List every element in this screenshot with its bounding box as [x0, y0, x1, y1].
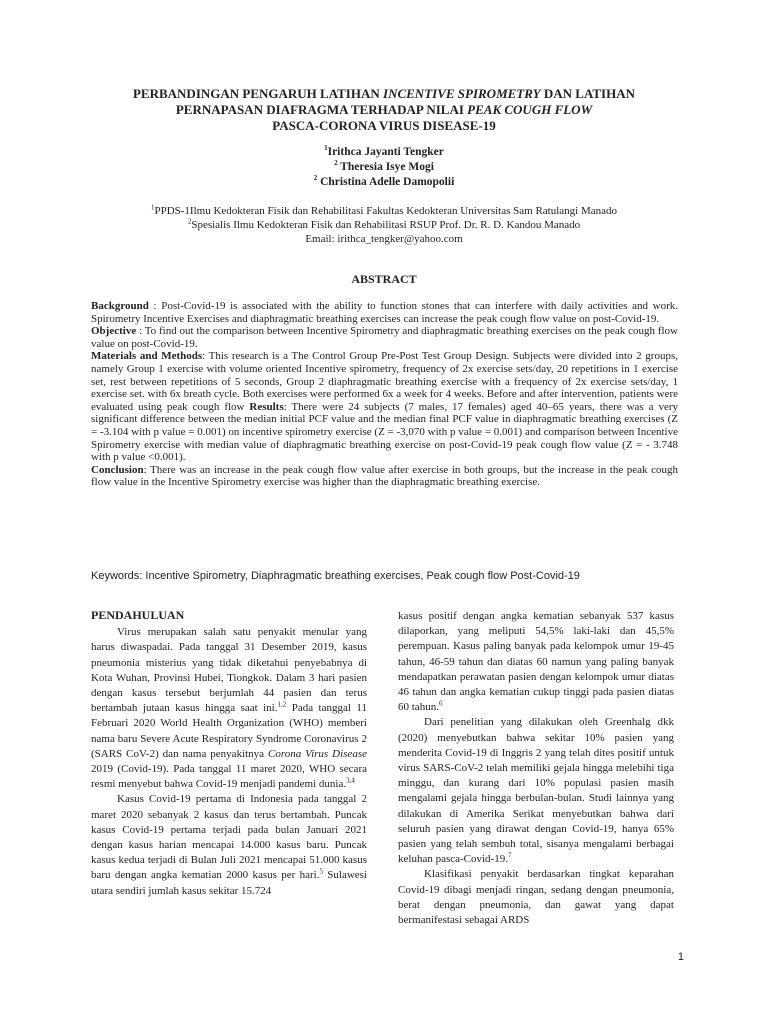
paragraph: Dari penelitian yang dilakukan oleh Greenhalg dkk (2020) menyebutkan bahwa sekitar 10% pasien yang menderita Covid-19 di Inggris 2 yang telah dites positif untuk virus SARS-CoV-2 telah memiliki gejala hingga melebihi tiga minggu, dan kurang dari 10% populasi pasien masih mengalami gejala hingga berbulan-bulan. Studi lainnya yang dilakukan di Amerika Serikat menyebutkan bahwa dari seluruh pasien yang dirawat dengan Covid-19, hanya 65% pasien yang telah sembuh total, sisanya mengalami berbagai keluhan pasca-Covid-19.$^7$	[398, 716, 674, 866]
right-column	[398, 609, 674, 928]
abstract-background: Background : Post-Covid-19 is associated with the ability to function stones that can interfere with daily activities and work. Spirometry Incentive Exercises and diaphragmatic breathing exercises can increase the peak cough flow value on post-Covid-19.	[91, 300, 678, 325]
section-heading: PENDAHULUAN	[91, 608, 185, 622]
page-number: 1	[677, 951, 684, 963]
paper-title	[60, 86, 708, 134]
author: $^1$Irithca Jayanti Tengker	[324, 144, 444, 158]
left-column	[91, 608, 367, 899]
title-line-1: PERBANDINGAN PENGARUH LATIHAN INCENTIVE SPIROMETRY DAN LATIHAN	[132, 86, 636, 101]
abstract-heading: ABSTRACT	[351, 272, 417, 286]
abstract-methods: Materials and Methods: This research is a The Control Group Pre-Post Test Group Design. Subjects were divided into 2 groups, namely Group 1 exercise with volume oriented Incentive spirometry, frequency of 2x exercise sets/day, 20 repetitions in 1 exercise set, rest between repetitions of 5 seconds, Group 2 diaphragmatic breathing exercise with a frequency of 2x exercise sets/day, 1 exercise set. with 6x breath cycle. Both exercises were performed 6x a week for 4 weeks. Before and after intervention, patients were evaluated using peak cough flow Results: There were 24 subjects (7 males, 17 females) aged 40–65 years, there was a very significant difference between the median initial PCF value and the median final PCF value in diaphragmatic breathing exercises (Z = -3.104 with p value = 0.001) on incentive spirometry exercise (Z = -3,070 with p value = 0.001) and comparison between Incentive Spirometry exercise with median value of diaphragmatic breathing exercise on post-Covid-19 peak cough flow value (Z = - 3.748 with p value <0.001).	[91, 350, 678, 464]
paragraph: Virus merupakan salah satu penyakit menular yang harus diwaspadai. Pada tanggal 31 Desember 2019, kasus pneumonia misterius yang tidak diketahui penyebabnya di Kota Wuhan, Provinsi Hubei, Tiongkok. Dalam 3 hari pasien dengan kasus tersebut berjumlah 44 pasien dan terus bertambah jutaan kasus hingga saat ini.$^{1,2}$ Pada tanggal 11 Februari 2020 World Health Organization (WHO) memberi nama baru Severe Acute Respiratory Syndrome Coronavirus 2 (SARS CoV-2) dan nama penyakitnya Corona Virus Disease 2019 (Covid-19). Pada tanggal 11 maret 2020, WHO secara resmi menyebut bahwa Covid-19 menjadi pandemi dunia.$^{3,4}$	[91, 626, 367, 791]
author: $^2$ Theresia Isye Mogi	[334, 159, 434, 173]
title-line-3: PASCA-CORONA VIRUS DISEASE-19	[272, 118, 496, 133]
abstract-body	[91, 300, 678, 489]
abstract-objective: Objective : To find out the comparison between Incentive Spirometry and diaphragmatic breathing exercises on the peak cough flow value on post-Covid-19.	[91, 325, 678, 350]
paragraph: Kasus Covid-19 pertama di Indonesia pada tanggal 2 maret 2020 sebanyak 2 kasus dan terus bertambah. Puncak kasus Covid-19 pertama terjadi pada bulan Januari 2021 dengan kasus harian mencapai 14.000 kasus baru. Puncak kasus kedua terjadi di Bulan Juli 2021 mencapai 51.000 kasus baru dengan angka kematian 2000 kasus per hari.$^5$ Sulawesi utara sendiri jumlah kasus sekitar 15.724	[91, 793, 367, 897]
author-email: Email: irithca_tengker@yahoo.com	[305, 233, 463, 245]
author-list	[184, 145, 584, 190]
paragraph: kasus positif dengan angka kematian sebanyak 537 kasus dilaporkan, yang meliputi 54,5% laki-laki dan 45,5% perempuan. Kasus paling banyak pada kelompok umur 19-45 tahun, 46-59 tahun dan diatas 60 namun yang paling banyak mendapatkan perawatan pasien dengan kelompok umur diatas 46 tahun dan angka kematian cukup tinggi pada pasien diatas 60 tahun.$^6$	[398, 610, 674, 714]
affiliation: $^2$Spesialis Ilmu Kedokteran Fisik dan Rehabilitasi RSUP Prof. Dr. R. D. Kandou Manado	[187, 217, 581, 231]
author: $^2$ Christina Adelle Damopolii	[313, 174, 455, 188]
affiliations	[60, 204, 708, 246]
keywords: Keywords: Incentive Spirometry, Diaphragmatic breathing exercises, Peak cough flow Post-Covid-19	[91, 570, 580, 582]
affiliation: $^1$PPDS-1Ilmu Kedokteran Fisik dan Rehabilitasi Fakultas Kedokteran Universitas Sam Ratulangi Manado	[150, 203, 618, 217]
abstract-conclusion: Conclusion: There was an increase in the peak cough flow value after exercise in both groups, but the increase in the peak cough flow value in the Incentive Spirometry exercise was higher than the diaphragmatic breathing exercise.	[91, 463, 678, 489]
paragraph: Klasifikasi penyakit berdasarkan tingkat keparahan Covid-19 dibagi menjadi ringan, sedang dengan pneumonia, berat dengan pneumonia, dan gawat yang dapat bermanifestasi sebagai ARDS	[398, 868, 674, 927]
title-line-2: PERNAPASAN DIAFRAGMA TERHADAP NILAI PEAK COUGH FLOW	[175, 102, 593, 117]
